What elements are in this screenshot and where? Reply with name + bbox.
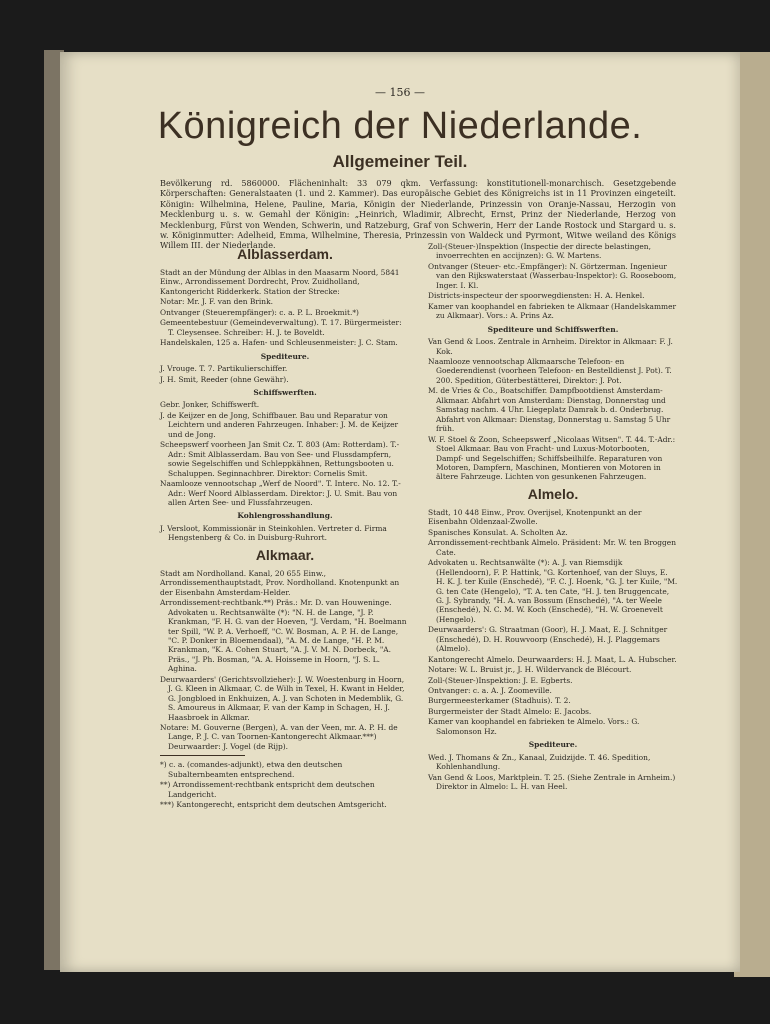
- page-number: — 156 —: [375, 86, 425, 99]
- entry: W. F. Stoel & Zoon, Scheepswerf „Nicolaas Witsen". T. 44. T.-Adr.: Stoel Alkmaar. Bau von Fracht- und Luxus-Motorbooten, Dampf- und Segelschiffen; Schiffsbeilhilfe. Reparaturen von Motoren, Dampfern, Maschinen, Montieren von Motoren in ältere Fahrzeuge. Lichten von gesunkenen Fahrzeugen.: [428, 434, 676, 482]
- footnote: **) Arrondissement-rechtbank entspricht dem deutschen Landgericht.: [160, 780, 375, 799]
- entry: Arrondissement-rechtbank.**) Präs.: Mr. D. van Houweninge. Advokaten u. Rechtsanwälte (*): "N. H. de Lange, "J. P. Krankman, "F. H. G. van der Hoeven, "J. Verdam, "H. Boelmann ter Spill, "W. P. A. Verhoeff, "C. W. Bosman, A. P. H. de Lange, "C. P. Donker in Bloemendaal), "A. M. de Lange, "H. P. M. Krankman, "K. A. Cohen Stuart, "A. J. V. M. N. Dorbeck, "A. Präs., "J. Ph. Bosman, "A. A. Hoisseme in Hoorn, "J. S. L. Aghina.: [160, 598, 407, 674]
- section-heading-spediteure: Spediteure.: [260, 351, 310, 361]
- entry: Spanisches Konsulat. A. Scholten Az.: [428, 527, 568, 537]
- entry: Van Gend & Loos, Marktplein. T. 25. (Siehe Zentrale in Arnheim.) Direktor in Almelo: L. H. van Heel.: [428, 772, 676, 792]
- city-heading-almelo: Almelo.: [527, 485, 579, 502]
- right-column: [428, 242, 678, 793]
- entry: Gemeentebestuur (Gemeindeverwaltung). T. 17. Bürgermeister: T. Cleysensee. Schreiber: H. J. te Boveldt.: [160, 318, 402, 337]
- entry: J. de Keijzer en de Jong, Schiffbauer. Bau und Reparatur von Leichtern und anderen Fahrzeugen. Inhaber: J. M. de Keijzer und de Jong.: [160, 410, 399, 439]
- entry: Kamer van koophandel en fabrieken te Alkmaar (Handelskammer zu Alkmaar). Vors.: A. Prins Az.: [428, 301, 677, 321]
- footnote: *) c. a. (comandes-adjunkt), etwa den deutschen Subalternbeamten entsprechend.: [160, 760, 343, 779]
- entry: Wed. J. Thomans & Zn., Kanaal, Zuidzijde. T. 46. Spedition, Kohlenhandlung.: [428, 752, 651, 772]
- entry: J. Vrouge. T. 7. Partikulierschiffer.: [160, 364, 288, 374]
- footnote: ***) Kantongerecht, entspricht dem deutschen Amtsgericht.: [160, 800, 387, 810]
- entry: Districts-inspecteur der spoorwegdiensten: H. A. Henkel.: [428, 291, 645, 301]
- entry: M. de Vries & Co., Boatschiffer. Dampfbootdienst Amsterdam-Alkmaar. Abfahrt von Amsterdam: Dienstag, Donnerstag und Samstag nachm. 4 Uhr. Liegeplatz Damrak b. d. Onderbrug. Abfahrt von Alkmaar: Dienstag, Donnerstag u. Samstag 5 Uhr früh.: [428, 386, 671, 434]
- entry: Notar: Mr. J. F. van den Brink.: [160, 297, 273, 307]
- book-page: [60, 52, 740, 972]
- entry: Burgermeesterkamer (Stadhuis). T. 2.: [428, 696, 571, 706]
- page-subtitle: Allgemeiner Teil.: [332, 152, 468, 171]
- entry: Burgermeister der Stadt Almelo: E. Jacobs.: [428, 706, 592, 716]
- entry: Arrondissement-rechtbank Almelo. Präsident: Mr. W. ten Broggen Cate.: [428, 538, 676, 557]
- section-heading-schiffswerften: Schiffswerften.: [253, 387, 317, 397]
- city-intro-alkmaar: Stadt am Nordholland. Kanal, 20 655 Einw., Arrondissementhauptstadt, Prov. Nordholland. Knotenpunkt an der Eisenbahn Amsterdam-Helder.: [160, 568, 400, 597]
- entry: Deurwaarders' (Gerichtsvollzieher): J. W. Woestenburg in Hoorn, J. G. Kleen in Alkmaar, C. de Wilh in Texel, H. Kwant in Helder, G. Jongbloed in Enkhuizen, A. J. van Schoten in Medemblik, G. S. Amoureus in Alkmaar, F. van der Kamp in Schagen, H. J. Haasbroek in Alkmar.: [160, 674, 405, 722]
- entry: Notare: W. L. Bruist jr., J. H. Wildervanck de Blécourt.: [428, 665, 632, 675]
- section-heading-spediteure-almelo: Spediteure.: [528, 740, 578, 750]
- entry: Kamer van koophandel en fabrieken te Almelo. Vors.: G. Salomonson Hz.: [428, 717, 640, 736]
- entry: Ontvanger (Steuerempfänger): c. a. P. L. Broekmit.*): [160, 307, 359, 317]
- section-heading-kohlen: Kohlengrosshandlung.: [237, 511, 333, 521]
- intro-paragraph: Bevölkerung rd. 5860000. Flächeninhalt: 33 079 qkm. Verfassung: konstitutionell-monarchisch. Gesetzgebende Körperschaften: Generalstaaten (1. und 2. Kammer). Das europäische Gebiet des Königreichs ist in 11 Provinzen eingeteilt. Königin: Wilhelmina, Helene, Pauline, Maria, Königin der Niederlande, Prinzessin von Oranje-Nassau, Herzogin von Mecklenburg u. s. w. Gemahl der Königin: „Heinrich, Wladimir, Albrecht, Ernst, Prinz der Niederlande, Herzog von Mecklenburg, Fürst von Wenden, Schwerin, und Ratzeburg, Graf von Schwerin, Herr der Lande Rostock und Stargard u. s. w. Königinmutter: Adelheid, Emma, Wilhelmine, Theresia, Prinzessin von Waldeck und Pyrmont, Witwe weiland des Königs Willem III. der Niederlande.: [160, 178, 676, 251]
- entry: J. H. Smit, Reeder (ohne Gewähr).: [160, 374, 289, 384]
- entry: Handelskalen, 125 a. Hafen- und Schleusenmeister: J. C. Stam.: [160, 338, 398, 348]
- city-heading-alkmaar: Alkmaar.: [255, 546, 315, 563]
- entry: J. Versloot, Kommissionär in Steinkohlen. Vertreter d. Firma Hengstenberg & Co. in Duisburg-Ruhrort.: [160, 523, 387, 543]
- city-heading-alblasserdam: Alblasserdam.: [237, 246, 333, 262]
- entry: Kantongerecht Almelo. Deurwaarders: H. J. Maat, L. A. Hubscher.: [428, 654, 677, 664]
- entry: Zoll-(Steuer-)Inspektion (Inspectie der directe belastingen, invoerrechten en accijnzen): G. W. Martens.: [428, 242, 651, 261]
- entry: Van Gend & Loos. Zentrale in Arnheim. Direktor in Alkmaar: F. J. Kok.: [428, 337, 673, 356]
- entry: Naamlooze vennootschap „Werf de Noord". T. Interc. No. 12. T.-Adr.: Werf Noord Alblasserdam. Direktor: J. U. Smit. Bau von allen Arten See- und Flussfahrzeugen.: [160, 479, 401, 507]
- entry: Notare: M. Gouverne (Bergen), A. van der Veen, mr. A. P. H. de Lange, P. J. C. van Toornen-Kantongerecht Alkmaar.***) Deurwaarder: J. Vogel (de Rijp).: [160, 723, 398, 751]
- entry: Advokaten u. Rechtsanwälte (*): A. J. van Riemsdijk (Hellendoorn), F. P. Hattink, "G. Kortenhoef, van der Sluys, E. H. K. J. ter Kuile (Enschedé), "F. C. J. Hoenk, "G. J. ter Kuile, "M. G. ten Cate (Hengelo), "T. A. ten Cate, "H. J. ten Bruggencate, G. J. Sybrandy, "H. A. van Bossum (Enschedé), "A. ter Weele (Enschedé), N. C. M. W. Koch (Enschedé), "H. W. Groenevelt (Hengelo).: [428, 558, 678, 624]
- page-title: Königreich der Niederlande.: [157, 105, 643, 147]
- section-heading-spediteure-werften: Spediteure und Schiffswerften.: [487, 324, 619, 334]
- left-column: [160, 242, 410, 811]
- entry: Gebr. Jonker, Schiffswerft.: [160, 400, 260, 410]
- entry: Naamlooze vennootschap Alkmaarsche Telefoon- en Goederendienst (voorheen Telefoon- en Bestelldienst J. Pot). T. 200. Spedition, Güterbestätterei, Direktor: J. Pot.: [428, 356, 672, 385]
- entry: Ontvanger (Steuer- etc.-Empfänger): N. Görtzerman. Ingenieur van den Rijkswaterstaat (Wasserbau-Inspektor): G. Rooseboom, Inger. I. Kl.: [428, 261, 677, 290]
- footnote-rule: [160, 755, 245, 756]
- city-intro-almelo: Stadt, 10 448 Einw., Prov. Overijsel, Knotenpunkt an der Eisenbahn Oldenzaal-Zwolle.: [428, 507, 642, 527]
- entry: Ontvanger: c. a. A. J. Zoomeville.: [428, 686, 552, 696]
- city-intro-alblasserdam: Stadt an der Mündung der Alblas in den Maasarm Noord, 5841 Einw., Arrondissement Dordrecht, Prov. Zuidholland, Kantongericht Ridderkerk. Station der Strecke:: [160, 268, 400, 296]
- entry: Deurwaarders': G. Straatman (Goor), H. J. Maat, E. J. Schnitger (Enschedé), D. H. Rouwvoorp (Enschedé), H. J. Plaggemars (Almelo).: [428, 625, 668, 654]
- entry: Scheepswerf voorheen Jan Smit Cz. T. 803 (Am: Rotterdam). T.-Adr.: Smit Alblasserdam. Bau von See- und Flussdampfern, sowie Segelschiffen und Schleppkähnen, Rettungsbooten u. Schaluppen. Seginnachbrer. Direktor: Cornelis Smit.: [160, 440, 400, 478]
- entry: Zoll-(Steuer-)Inspektion: J. E. Egberts.: [428, 675, 573, 685]
